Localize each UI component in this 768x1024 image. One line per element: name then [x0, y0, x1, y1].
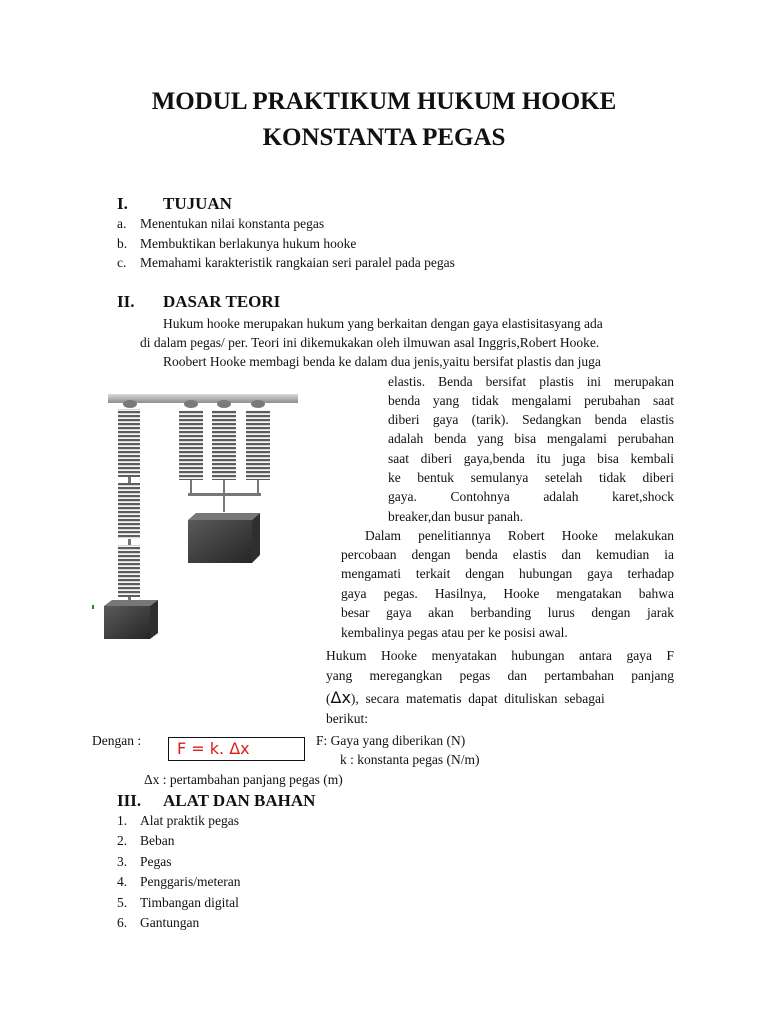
paragraph-line: mengamati terkait dengan hubungan gaya terhadap	[341, 566, 674, 581]
paragraph-line: besar gaya akan berbanding lurus dengan jarak	[341, 605, 674, 620]
list-item: Beban	[140, 833, 175, 848]
list-item: Penggaris/meteran	[140, 874, 241, 889]
paragraph-line: di dalam pegas/ per. Teori ini dikemukakan oleh ilmuwan asal Inggris,Robert Hooke.	[140, 335, 600, 350]
list-item: Pegas	[140, 854, 172, 869]
list-item-marker: 1.	[117, 813, 128, 828]
list-item-marker: 4.	[117, 874, 128, 889]
paragraph-line: diberi gaya (tarik). Sedangkan benda elastis	[388, 412, 674, 427]
list-item: Gantungan	[140, 915, 200, 930]
paragraph-line: percobaan dengan benda elastis dan kemudian ia	[341, 547, 674, 562]
paragraph-line: elastis. Benda bersifat plastis ini merupakan	[388, 374, 674, 389]
definition-delta-x: Δx : pertambahan panjang pegas (m)	[144, 772, 343, 787]
paragraph-line: Dalam penelitiannya Robert Hooke melakukan	[365, 528, 674, 543]
paren-open: (	[326, 691, 331, 706]
list-item: Membuktikan berlakunya hukum hooke	[140, 236, 357, 251]
paragraph-line: saat diberi gaya,benda itu juga bisa kembali	[388, 451, 674, 466]
document-title-line-2: KONSTANTA PEGAS	[262, 124, 506, 151]
paragraph-line: Hukum hooke merupakan hukum yang berkaitan dengan gaya elastisitasyang ada	[163, 316, 603, 331]
list-item: Timbangan digital	[140, 895, 239, 910]
hooke-formula: F = k. Δx	[177, 739, 250, 758]
paragraph-line	[326, 688, 674, 707]
paragraph-line: adalah benda yang bisa mengalami perubahan	[388, 431, 674, 446]
document-title-line-1: MODUL PRAKTIKUM HUKUM HOOKE	[151, 88, 617, 115]
list-item-marker: c.	[117, 255, 127, 270]
list-item-marker: b.	[117, 236, 128, 251]
paragraph-line: Roobert Hooke membagi benda ke dalam dua jenis,yaitu bersifat plastis dan juga	[163, 354, 601, 369]
definition-f: F: Gaya yang diberikan (N)	[316, 733, 466, 748]
formula-box	[168, 737, 305, 761]
section-2-number: II.	[117, 292, 135, 311]
paragraph-line: Hukum Hooke menyatakan hubungan antara gaya F	[326, 648, 674, 663]
list-item: Memahami karakteristik rangkaian seri paralel pada pegas	[140, 255, 455, 270]
section-2-heading: DASAR TEORI	[163, 292, 281, 311]
paragraph-line: kembalinya pegas atau per ke posisi awal.	[341, 625, 568, 640]
paragraph-line-rest: ), secara matematis dapat dituliskan sebagai	[350, 691, 605, 706]
dengan-label: Dengan :	[92, 733, 142, 748]
list-item-marker: 6.	[117, 915, 128, 930]
paragraph-line: ke bentuk semulanya setelah tidak diberi	[388, 470, 674, 485]
paragraph-line: breaker,dan busur panah.	[388, 509, 524, 524]
definition-k: k : konstanta pegas (N/m)	[340, 752, 480, 767]
paragraph-line: yang meregangkan pegas dan pertambahan panjang	[326, 668, 674, 683]
paragraph-line: gaya. Contohnya adalah karet,shock	[388, 489, 674, 504]
list-item: Alat praktik pegas	[140, 813, 239, 828]
springs-illustration	[92, 383, 300, 643]
section-1-heading: TUJUAN	[163, 194, 232, 213]
list-item-marker: 2.	[117, 833, 128, 848]
list-item: Menentukan nilai konstanta pegas	[140, 216, 325, 231]
section-3-number: III.	[117, 791, 142, 810]
list-item-marker: a.	[117, 216, 127, 231]
paragraph-line: berikut:	[326, 711, 368, 726]
list-item-marker: 3.	[117, 854, 128, 869]
section-3-heading: ALAT DAN BAHAN	[163, 791, 316, 810]
section-1-number: I.	[117, 194, 128, 213]
paragraph-line: benda yang tidak mengalami perubahan saat	[388, 393, 674, 408]
list-item-marker: 5.	[117, 895, 128, 910]
paragraph-line: gaya pegas. Hasilnya, Hooke mengatakan bahwa	[341, 586, 674, 601]
delta-x-symbol: Δx	[330, 688, 351, 707]
